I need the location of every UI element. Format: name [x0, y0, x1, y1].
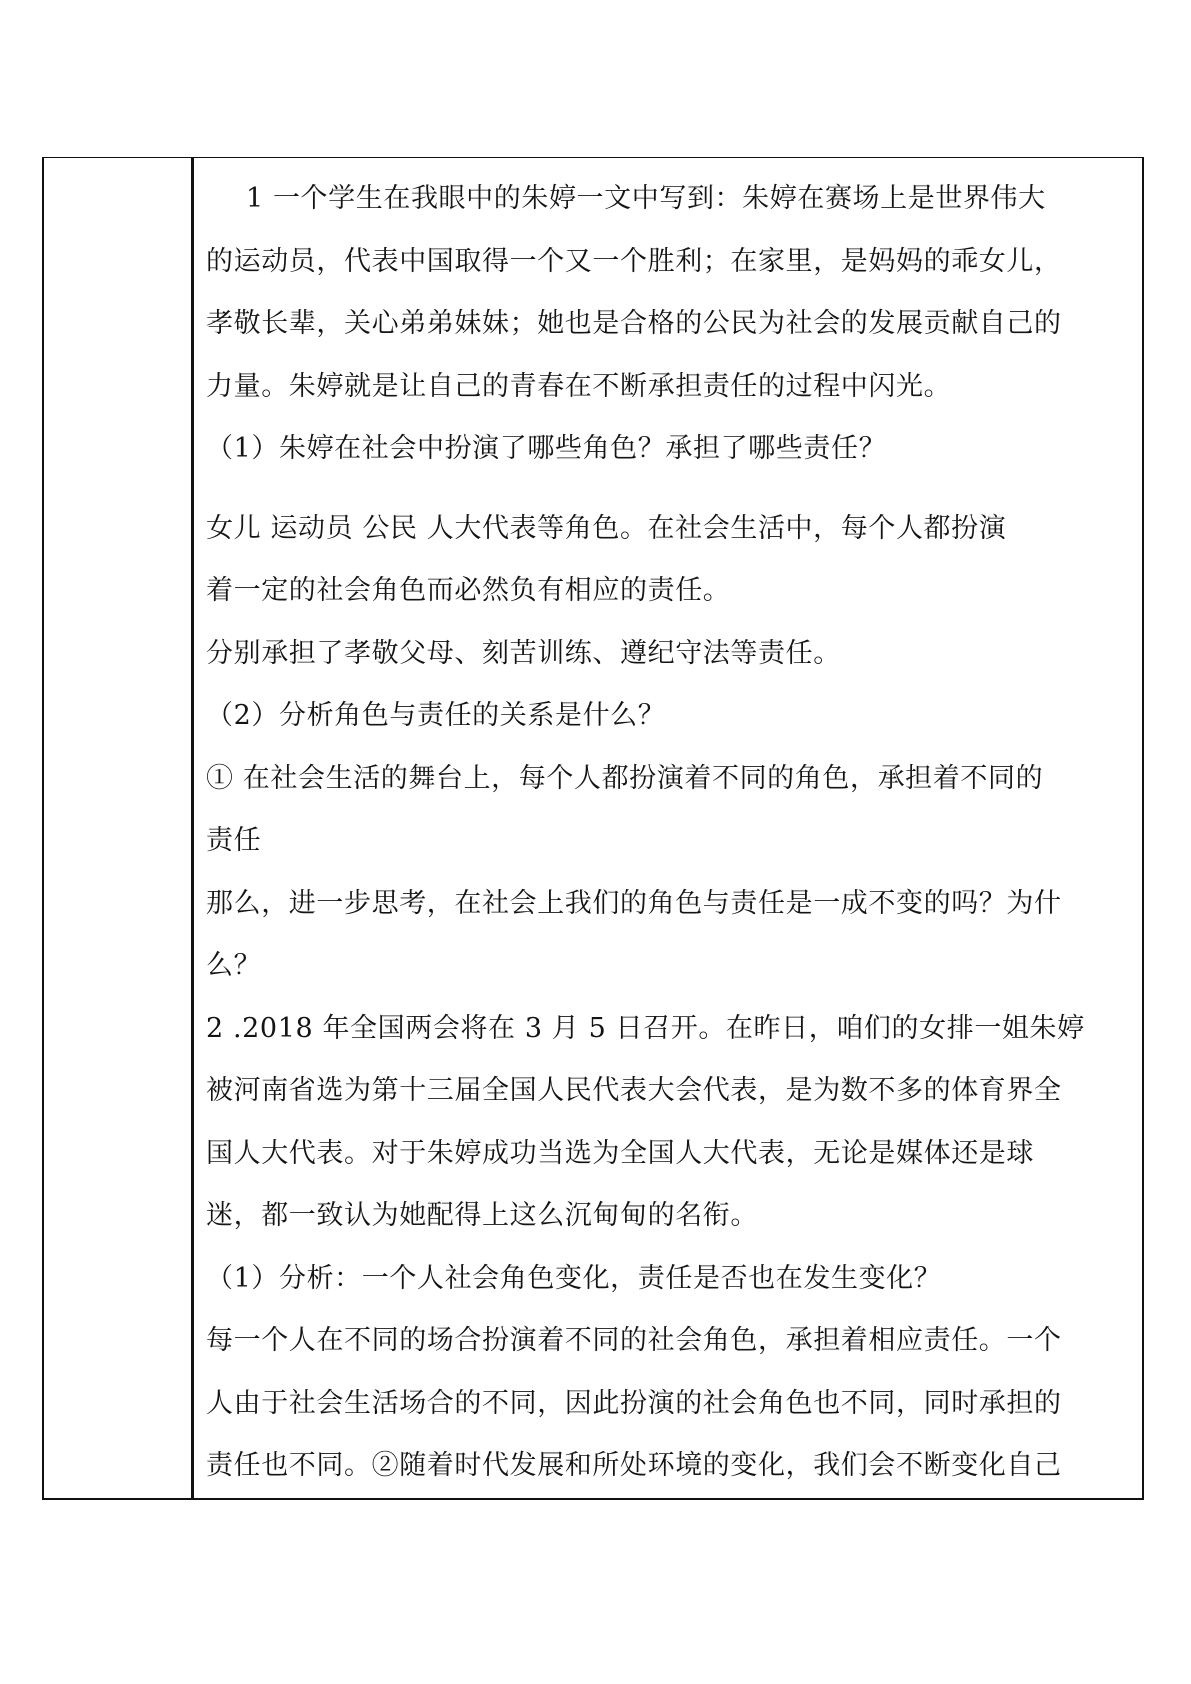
section2-answer1-line: 人由于社会生活场合的不同，因此扮演的社会角色也不同，同时承担的: [206, 1387, 1062, 1419]
document-table: [42, 157, 1144, 1500]
left-column-cell: [43, 158, 193, 1499]
section2-question1: （1）分析：一个人社会角色变化，责任是否也在发生变化？: [206, 1262, 942, 1294]
section1-answer1-line: 女儿 运动员 公民 人大代表等角色。在社会生活中，每个人都扮演: [206, 512, 1007, 544]
section1-paragraph-line: 1 一个学生在我眼中的朱婷一文中写到：朱婷在赛场上是世界伟大: [246, 183, 1046, 214]
section2-answer1-line: 每一个人在不同的场合扮演着不同的社会角色，承担着相应责任。一个: [206, 1325, 1062, 1356]
section2-paragraph-line: 2 .2018 年全国两会将在 3 月 5 日召开。在昨日，咱们的女排一姐朱婷: [206, 1012, 1085, 1044]
section2-paragraph-line: 被河南省选为第十三届全国人民代表大会代表，是为数不多的体育界全: [206, 1075, 1062, 1106]
content-cell: [193, 158, 1144, 1499]
section2-paragraph-line: 国人大代表。对于朱婷成功当选为全国人大代表，无论是媒体还是球: [206, 1137, 1034, 1169]
blank-gap: [206, 481, 1134, 498]
section2-answer1-line: 责任也不同。②随着时代发展和所处环境的变化，我们会不断变化自己: [206, 1450, 1062, 1481]
section1-answer2-line: 么？: [206, 950, 262, 981]
table-row: [43, 158, 1143, 1499]
section1-answer2-line: 那么，进一步思考，在社会上我们的角色与责任是一成不变的吗？为什: [206, 887, 1062, 919]
section1-question1: （1）朱婷在社会中扮演了哪些角色？承担了哪些责任？: [206, 433, 887, 464]
section1-paragraph-line: 的运动员，代表中国取得一个又一个胜利；在家里，是妈妈的乖女儿，: [206, 245, 1062, 277]
section1-answer1-line: 着一定的社会角色而必然负有相应的责任。: [206, 575, 731, 606]
section1-answer1-line: 分别承担了孝敬父母、刻苦训练、遵纪守法等责任。: [206, 637, 841, 669]
section1-answer2-line: 责任: [206, 825, 262, 856]
section1-answer2-line: ① 在社会生活的舞台上，每个人都扮演着不同的角色，承担着不同的: [206, 762, 1044, 794]
section1-question2: （2）分析角色与责任的关系是什么？: [206, 700, 666, 731]
section1-paragraph-line: 孝敬长辈，关心弟弟妹妹；她也是合格的公民为社会的发展贡献自己的: [206, 308, 1062, 339]
section2-paragraph-line: 迷，都一致认为她配得上这么沉甸甸的名衔。: [206, 1200, 758, 1231]
section1-paragraph-line: 力量。朱婷就是让自己的青春在不断承担责任的过程中闪光。: [206, 370, 952, 402]
content-body: [194, 158, 1142, 1498]
